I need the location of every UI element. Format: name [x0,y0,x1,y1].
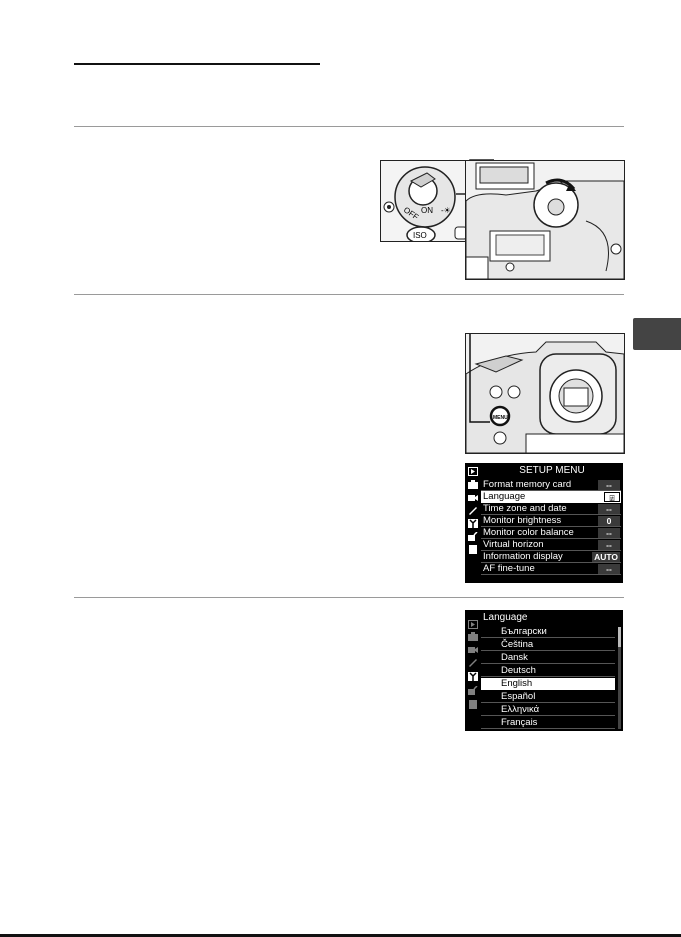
language-option[interactable]: Dansk [481,652,615,664]
menu-item-virtual-horizon[interactable]: Virtual horizon -- [481,539,621,551]
menu-item-monitor-color-balance[interactable]: Monitor color balance -- [481,527,621,539]
setup-wrench-icon [468,519,478,528]
header-underline [74,63,320,65]
section-divider-1 [74,126,624,127]
menu-item-af-fine-tune[interactable]: AF fine-tune -- [481,563,621,575]
my-menu-icon [468,700,478,709]
menu-sidebar [465,463,481,583]
movie-icon [468,645,478,654]
menu-title: Language [483,612,528,623]
menu-sidebar [465,610,481,731]
menu-title: SETUP MENU [519,465,585,476]
camera-top-illustration [465,160,625,280]
svg-text:-☀: -☀ [441,206,451,215]
section-divider-3 [74,597,624,598]
menu-item-format-memory-card[interactable]: Format memory card -- [481,479,621,491]
off-label: OFF [401,205,421,222]
language-option[interactable]: Español [481,691,615,703]
menu-item-time-zone[interactable]: Time zone and date -- [481,503,621,515]
setup-wrench-icon [468,672,478,681]
language-option-selected[interactable]: English [481,678,615,690]
menu-item-information-display[interactable]: Information display AUTO [481,551,621,563]
language-option[interactable]: Čeština [481,639,615,651]
retouch-icon [468,686,478,695]
language-menu-screen [465,610,623,731]
menu-item-monitor-brightness[interactable]: Monitor brightness 0 [481,515,621,527]
playback-icon [468,620,478,629]
on-label: ON [421,206,433,215]
section-divider-2 [74,294,624,295]
camera-icon [468,480,478,489]
setup-menu-screen [465,463,623,583]
chapter-tab [633,318,681,350]
playback-icon [468,467,478,476]
iso-label: ISO [413,231,427,240]
movie-icon [468,493,478,502]
custom-settings-icon [468,658,478,667]
language-option[interactable]: Български [481,626,615,638]
camera-back-illustration [465,333,625,454]
power-switch-closeup [380,160,466,242]
camera-icon [468,632,478,641]
my-menu-icon [468,545,478,554]
menu-item-language[interactable]: Language ⍯ [481,491,621,503]
retouch-icon [468,532,478,541]
scrollbar-thumb[interactable] [618,627,621,647]
language-option[interactable]: Deutsch [481,665,615,677]
custom-settings-icon [468,506,478,515]
svg-text:MENU: MENU [493,415,508,421]
language-option[interactable]: Ελληνικά [481,704,615,716]
language-option[interactable]: Français [481,717,615,729]
